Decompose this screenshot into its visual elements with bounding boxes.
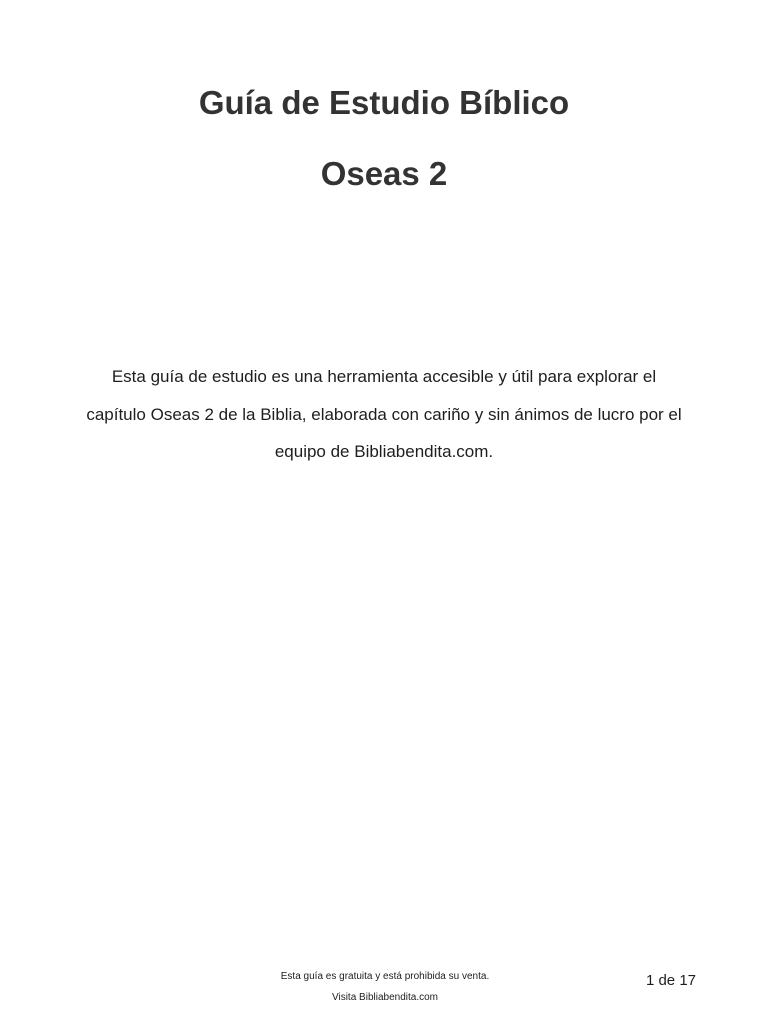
footer-visit-text: Visita Bibliabendita.com — [332, 992, 438, 1003]
intro-paragraph: Esta guía de estudio es una herramienta accesible y útil para explorar el capítulo Oseas 2 de la Biblia, elaborada con cariño y sin ánimos de lucro por el equipo de Bibliabendita.com. — [86, 367, 682, 461]
document-title: Guía de Estudio Bíblico — [198, 84, 570, 121]
document-subtitle: Oseas 2 — [320, 155, 448, 192]
page-number: 1 de 17 — [645, 972, 696, 989]
footer-notice: Esta guía es gratuita y está prohibida su venta. — [280, 971, 490, 982]
